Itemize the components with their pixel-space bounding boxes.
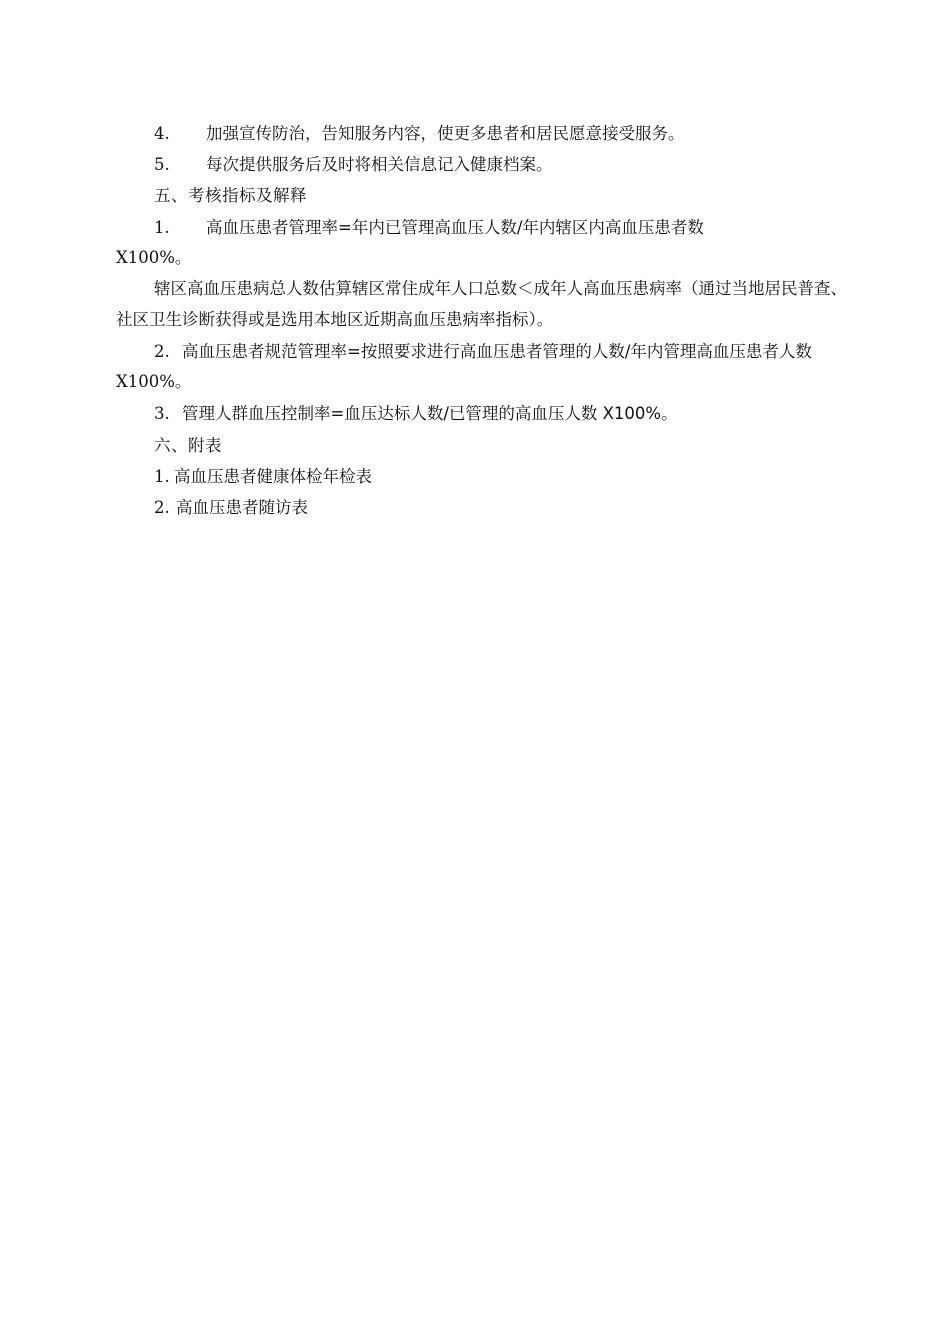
indicator-item-3	[154, 402, 678, 426]
indicator-item-2	[154, 340, 812, 364]
item-number: 1.	[154, 218, 170, 237]
list-item-5	[154, 153, 553, 177]
list-item-4	[154, 122, 685, 146]
appendix-item-2	[154, 496, 308, 520]
item-text: 加强宣传防治，告知服务内容，使更多患者和居民愿意接受服务。	[206, 124, 685, 143]
appendix-item-1	[154, 465, 372, 489]
indicator-item-1	[154, 216, 704, 240]
item-text: 高血压患者管理率=年内已管理高血压人数/年内辖区内高血压患者数	[206, 218, 704, 237]
indicator-item-2-continuation: X100%。	[116, 372, 192, 391]
item-number: 4.	[154, 124, 170, 143]
item-text: 每次提供服务后及时将相关信息记入健康档案。	[206, 155, 553, 174]
estimation-paragraph-line-1: 辖区高血压患病总人数估算辖区常住成年人口总数＜成年人高血压患病率（通过当地居民普查、	[154, 279, 847, 298]
item-number: 3.	[154, 404, 170, 423]
item-text: 高血压患者随访表	[176, 498, 308, 517]
estimation-paragraph-line-2: 社区卫生诊断获得或是选用本地区近期高血压患病率指标）。	[116, 310, 554, 329]
item-number: 5.	[154, 155, 170, 174]
indicator-item-1-continuation: X100%。	[116, 248, 192, 267]
section-heading-6: 六、附表	[154, 436, 222, 455]
item-text: 管理人群血压控制率=血压达标人数/已管理的高血压人数 X100%。	[182, 404, 678, 423]
item-number: 2.	[154, 498, 170, 517]
section-heading-5: 五、考核指标及解释	[154, 186, 307, 205]
item-number: 1.	[154, 467, 170, 486]
item-number: 2.	[154, 342, 170, 361]
item-text: 高血压患者规范管理率=按照要求进行高血压患者管理的人数/年内管理高血压患者人数	[182, 342, 812, 361]
item-text: 高血压患者健康体检年检表	[174, 467, 372, 486]
